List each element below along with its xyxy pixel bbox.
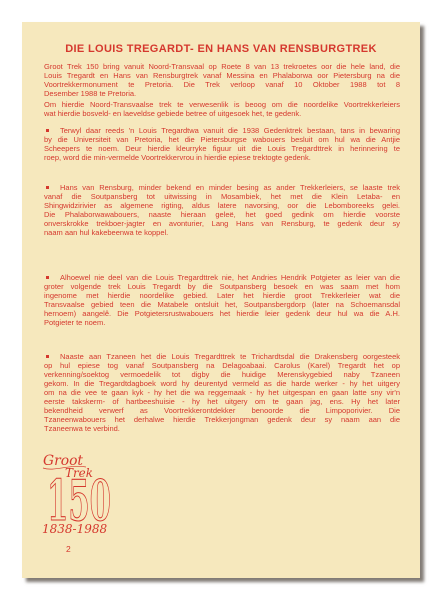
logo-word-groot: Groot [43,453,84,469]
text-line [44,126,400,135]
text-line: Om hierdie Noord-Transvaalse trek te verwesenlik is beoog om die noordelike Voortrekkerleiers [44,100,400,109]
square-bullet-icon [46,276,49,279]
text-line: naam aan hul kakebeenwa te koppel. [44,228,169,237]
bullet-section-ah-potgieter [44,273,400,327]
text-line: bekendheid verwerf as Voortrekkerontdekker benoorde die Limpoporivier. Die [44,406,400,415]
text-line: Groot Trek 150 bring vanuit Noord-Transvaal op Roete 8 van 13 trekroetes oor die hele land, die [44,62,400,71]
text-line: gekom. In die Tregardtdagboek word hy deurentyd vermeld as die harde werker - hy het uitgery [44,379,400,388]
text-line: Die Phalaborwawabouers, naaste hieraan geleë, het goed gedink om hierdie voorste [44,210,400,219]
bullet-section-karel-tregardt [44,352,400,433]
text-line: Transvaalse gebied teen die Matabele ontsluit het, Soutpansbergdorp (later na Schoemansdal [44,300,400,309]
text-line: wat hierdie bosveld- en laeveldse gebiede betree of uitgesoek het, te gedenk. [44,109,302,118]
text-line-content: Alhoewel nie deel van die Louis Tregardttrek nie, het Andries Hendrik Potgieter as leier van die [60,273,400,282]
text-line: om na die vee te gaan kyk - hy het die wa reggemaak - hy het uitgespan en gaan latte sny vir'n [44,388,400,397]
text-line [44,273,400,282]
text-line: by die Universiteit van Pretoria, het die Pietersburgse wabouers besluit om hul wa die Antjie [44,135,400,144]
text-line: vanaf die Soutpansberg tot uitwissing in Mosambiek, het met die Klein Letaba- en [44,192,400,201]
logo-word-trek: Trek [65,466,93,480]
text-line [44,183,400,192]
purpose-paragraph [44,100,400,118]
page-number: 2 [66,544,71,554]
text-line-content: Hans van Rensburg, minder bekend en minder besing as ander Trekkerleiers, se laaste trek [60,183,400,192]
square-bullet-icon [46,129,49,132]
text-line: Voortrekkermonument te Pretoria. Die Trek verloop vanaf 10 Oktober 1988 tot 8 [44,80,400,89]
text-line: eerste takskerm- of hartbeeshuisie - hy het uitgery om te gaan jag, ens. Hy het later [44,397,400,406]
text-line: op hul epiese tog vanaf Soutpansberg na Delagoabaai. Carolus (Karel) Tregardt het op [44,361,400,370]
intro-paragraph [44,62,400,98]
text-line: verkenning/soektog vermoedelik tot digby die huidige Merenskygebied naby Tzaneen [44,370,400,379]
text-line: roep, word die min-vermelde Voortrekkervrou in hierdie epiese trektogte gedenk. [44,153,311,162]
square-bullet-icon [46,355,49,358]
document-title: DIE LOUIS TREGARDT- EN HANS VAN RENSBURGTREK [65,43,377,55]
text-line: Louis Tregardt en Hans van Rensburgtrek vanaf Messina en Phalaborwa oor Pietersburg na die [44,71,400,80]
text-line: hernoem) aangelê. Die Potgietersrustwabouers het hierdie leier gedenk deur hul wa die A.H. [44,309,400,318]
text-line: Shingwidzirivier as algemene rigting, aldus latere navorsing, oor die Lebomboreeks gelei. [44,201,400,210]
bullet-section-hans-van-rensburg [44,183,400,237]
commemoration-years: 1838-1988 [42,522,108,536]
groot-trek-150-logo [40,451,120,523]
square-bullet-icon [46,186,49,189]
text-line: Tzaneenwa te verbind. [44,424,120,433]
text-line: Scheepers te noem. Deur hierdie kleurryke figuur uit die Louis Tregardttrek in herinnering te [44,144,400,153]
text-line [44,352,400,361]
text-line: Potgieter te noem. [44,318,106,327]
text-line-content: Terwyl daar reeds 'n Louis Tregardtwa vanuit die 1938 Gedenktrek bestaan, tans in bewaring [60,126,400,135]
page-sheet [22,22,420,578]
text-line: Desember 1988 te Pretoria. [44,89,137,98]
text-line-content: Naaste aan Tzaneen het die Louis Tregardttrek te Trichardtsdal die Drakensberg oorgesteek [60,352,400,361]
bullet-section-antjie-scheepers [44,126,400,162]
text-line: Tzaneenwabouers het derhalwe hierdie Trekkerjongman gedenk deur sy naam aan die [44,415,400,424]
text-line: onverskrokke trekboer-jagter en avonturier, Lang Hans van Rensburg, te gedenk deur sy [44,219,400,228]
logo-number-150: 150 [47,468,111,523]
text-line: ingenome met hierdie noordelike gebied. Later het hierdie groot Trekkerleier wat die [44,291,400,300]
text-line: groter volgende trek Louis Tregardt by die Soutpansberg besoek en was saam met hom [44,282,400,291]
